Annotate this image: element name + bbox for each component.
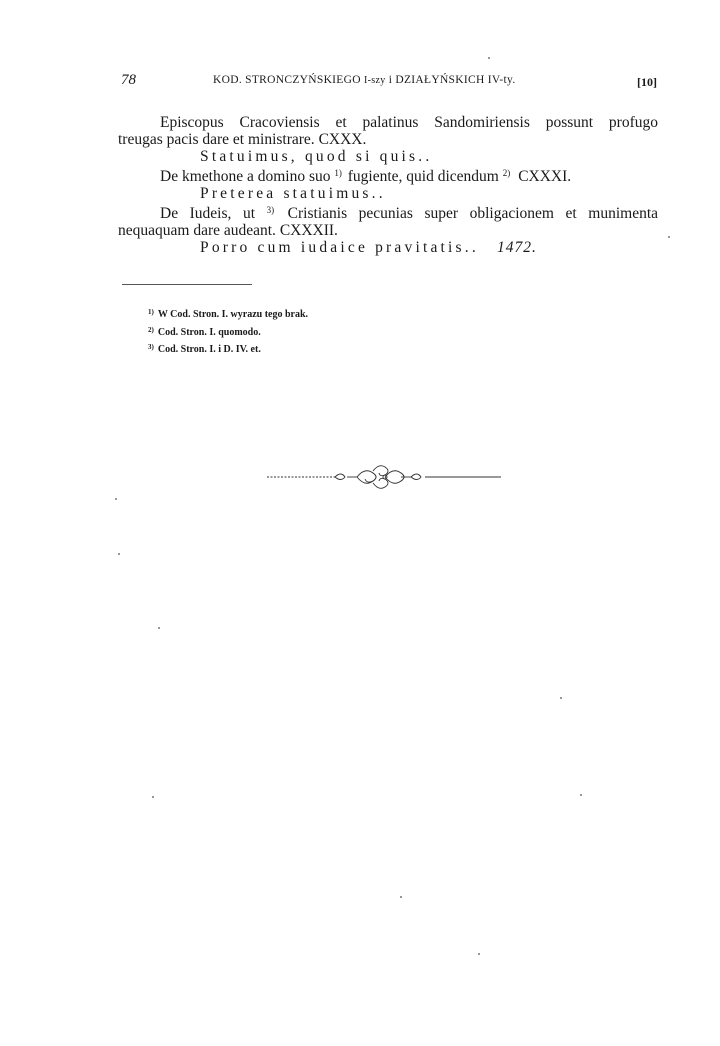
paper-speck — [478, 953, 480, 955]
running-title-main: KOD. STRONCZYŃSKIEGO — [213, 74, 365, 86]
section-number: [10] — [637, 75, 657, 89]
paragraph-text: De kmethone a domino suo — [160, 168, 331, 185]
paper-speck — [158, 627, 160, 629]
footnote-item — [148, 340, 308, 358]
incipit-porro — [118, 239, 658, 256]
paragraph-iudeis-line1 — [118, 202, 658, 222]
paper-speck — [580, 794, 582, 796]
paragraph-iudeis-line2 — [118, 222, 658, 239]
paragraph-episcopus-line1 — [118, 114, 658, 131]
running-title — [213, 74, 516, 86]
page-number: 78 — [121, 72, 136, 88]
paper-speck — [560, 697, 562, 699]
main-text — [118, 114, 658, 256]
year-label: 1472. — [496, 239, 537, 256]
paper-speck — [115, 498, 117, 500]
footnote-item — [148, 323, 308, 341]
footnotes — [148, 305, 308, 358]
paragraph-kmethone — [118, 165, 658, 185]
chapter-numeral: CXXX. — [318, 131, 367, 148]
footnote-mark: 2) — [148, 325, 154, 334]
incipit-text: Porro cum iudaice pravitatis.. — [200, 239, 479, 256]
footnote-ref-1: 1) — [334, 168, 342, 178]
footnote-text: W Cod. Stron. I. wyrazu tego brak. — [157, 309, 309, 320]
footnote-mark: 3) — [148, 343, 154, 351]
paragraph-text: nequaquam dare audeant. — [118, 222, 276, 239]
paragraph-text: De Iudeis, ut — [160, 205, 256, 222]
footnote-item — [148, 305, 308, 323]
footnote-text: Cod. Stron. I. quomodo. — [157, 326, 261, 338]
paragraph-text: Cristianis pecunias super obligacionem et munimenta — [276, 205, 659, 222]
paper-speck — [152, 796, 154, 798]
paper-speck — [668, 236, 670, 238]
footnote-mark: 1) — [148, 308, 154, 316]
footnote-separator — [122, 284, 252, 285]
footnote-ref-2: 2) — [502, 168, 511, 178]
footnote-ref-3: 3) — [266, 205, 275, 215]
running-title-small: I-szy — [364, 75, 386, 86]
page-header — [121, 72, 657, 94]
paragraph-text: fugiente, quid dicendum — [343, 168, 499, 185]
paper-speck — [488, 57, 490, 59]
decorative-scroll-divider-icon — [265, 462, 505, 492]
incipit-statuimus: Statuimus, quod si quis.. — [200, 148, 433, 165]
incipit-preterea: Preterea statuimus.. — [200, 185, 386, 202]
footnote-text: Cod. Stron. I. i D. IV. et. — [157, 344, 261, 355]
running-title-rest: i DZIAŁYŃSKICH IV-ty. — [385, 74, 516, 86]
paper-speck — [400, 896, 402, 898]
paragraph-text: treugas pacis dare et ministrare. — [118, 131, 315, 148]
chapter-numeral: CXXXI. — [518, 168, 572, 185]
paragraph-episcopus-line2 — [118, 131, 658, 148]
chapter-numeral: CXXXII. — [279, 222, 338, 239]
paper-speck — [118, 553, 120, 555]
paragraph-text: Episcopus Cracoviensis et palatinus Sandomiriensis possunt profugo — [160, 114, 658, 131]
